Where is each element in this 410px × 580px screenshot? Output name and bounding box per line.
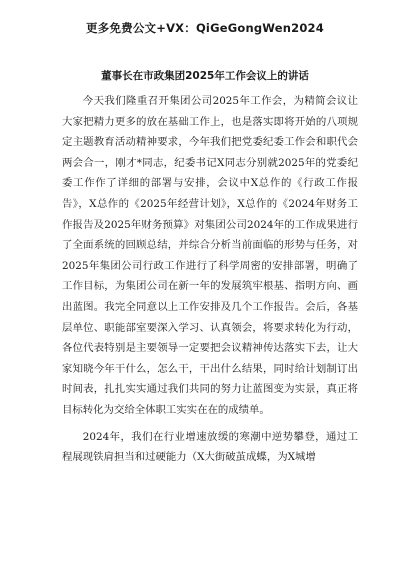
body-paragraph: 今天我们隆重召开集团公司2025年工作会，为精简会议让大家把精力更多的放在基础工作上，也是落实即将开始的八项规定主题教育活动精神要求，今年我们把党委纪委工作会和职代会两会合一，刚才*同志，纪委书记X同志分别就2025年的党委纪委工作作了详细的部署与安排，会议中X总作的《行政工作报告》，X总作的《2025年经营计划》，X总作的《2024年财务工作报告及2025年财务预算》对集团公司2024年的工作成果进行了全面系统的回顾总结，并综合分析当前面临的形势与任务，对2025年集团公司行政工作进行了科学周密的安排部署，明确了工作目标，为集团公司在新一年的发展筑牢根基、指明方向、画出蓝图。我完全同意以上工作安排及几个工作报告。会后，各基层单位、职能部室要深入学习、认真领会，将要求转化为行动，各位代表特别是主要领导一定要把会议精神传达落实下去，让大家知晓今年干什么，怎么干，干出什么结果，同时给计划制订出时间表，扎扎实实通过我们共同的努力让蓝图变为实景，真正将目标转化为交给全体职工实实在在的成绩单。: [62, 95, 358, 416]
document-title: 董事长在市政集团2025年工作会议上的讲话: [101, 70, 309, 82]
page-header: 更多免费公文+VX：QiGeGongWen2024: [86, 21, 324, 35]
document-body: [62, 91, 358, 468]
body-paragraph: 2024年，我们在行业增速放缓的寒潮中逆势攀登，通过工程展现铁肩担当和过硬能力（X大街破茧成蝶，为X城增: [62, 430, 358, 464]
